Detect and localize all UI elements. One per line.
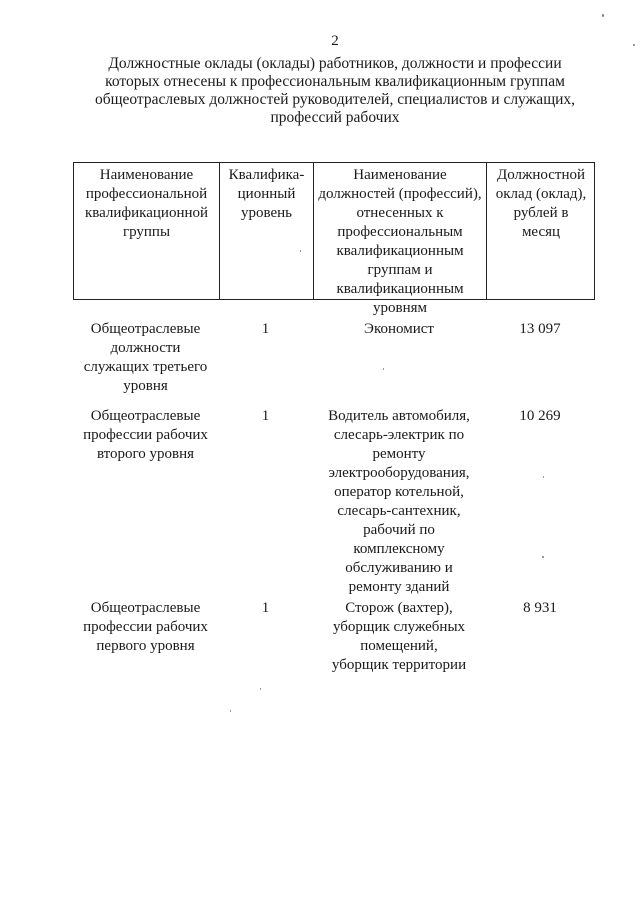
- title-line: общеотраслевых должностей руководителей, специалистов и служащих,: [94, 91, 576, 108]
- cell-text: Экономист: [364, 321, 434, 337]
- cell-text: служащих третьего: [83, 359, 208, 375]
- scan-speck: [383, 368, 384, 370]
- salary: [486, 599, 594, 618]
- cell-text: 13 097: [519, 321, 561, 337]
- positions: [313, 407, 485, 597]
- title-line: которых отнесены к профессиональным квалификационным группам: [105, 73, 565, 90]
- cell-text: ремонту: [372, 446, 426, 462]
- table-header: [73, 162, 595, 316]
- header-text: квалификационным: [336, 243, 464, 259]
- qualification-level: [219, 320, 312, 339]
- cell-text: уборщик служебных: [332, 619, 466, 635]
- header-cell-level: [220, 163, 313, 299]
- cell-text: Общеотраслевые: [90, 600, 201, 616]
- cell-text: 1: [261, 600, 270, 616]
- cell-text: профессии рабочих: [83, 427, 208, 443]
- header-text: профессиональной: [85, 186, 208, 202]
- cell-text: помещений,: [360, 638, 438, 654]
- cell-text: Общеотраслевые: [90, 408, 201, 424]
- cell-text: 1: [261, 321, 270, 337]
- header-text: уровень: [240, 205, 293, 221]
- header-text: квалификационной: [84, 205, 209, 221]
- cell-text: Водитель автомобиля,: [328, 408, 470, 424]
- header-text: профессиональным: [337, 224, 463, 240]
- cell-text: первого уровня: [96, 638, 195, 654]
- header-cell-salary: [487, 163, 595, 299]
- salary: [486, 407, 594, 426]
- cell-text: уборщик территории: [331, 657, 467, 673]
- cell-text: слесарь-сантехник,: [337, 503, 461, 519]
- group-name: [73, 407, 218, 464]
- header-text: отнесенных к: [356, 205, 444, 221]
- cell-text: профессии рабочих: [83, 619, 208, 635]
- qualification-level: [219, 407, 312, 426]
- scan-speck: [602, 14, 604, 17]
- cell-text: слесарь-электрик по: [333, 427, 465, 443]
- cell-text: обслуживанию и: [345, 560, 453, 576]
- header-text: уровням: [372, 300, 427, 316]
- cell-text: 8 931: [523, 600, 557, 616]
- qualification-level: [219, 599, 312, 618]
- group-name: [73, 599, 218, 656]
- scan-speck: [542, 556, 544, 558]
- salary: [486, 320, 594, 339]
- positions: [313, 320, 485, 339]
- group-name: [73, 320, 218, 396]
- cell-text: уровня: [123, 378, 168, 394]
- cell-text: второго уровня: [96, 446, 195, 462]
- header-text: оклад (оклад),: [495, 186, 587, 202]
- header-text: группам и: [367, 262, 433, 278]
- page-number: 2: [331, 33, 339, 49]
- scan-speck: [230, 710, 231, 712]
- document-title: [80, 55, 590, 127]
- header-text: рублей в: [513, 205, 569, 221]
- header-text: квалификационным: [336, 281, 464, 297]
- title-line: профессий рабочих: [270, 109, 400, 126]
- header-text: группы: [122, 224, 171, 240]
- header-text: Наименование: [99, 167, 194, 183]
- positions: [313, 599, 485, 675]
- header-text: месяц: [521, 224, 561, 240]
- cell-text: оператор котельной,: [334, 484, 464, 500]
- header-cell-positions: [314, 163, 486, 316]
- cell-text: ремонту зданий: [348, 579, 450, 595]
- cell-text: Сторож (вахтер),: [345, 600, 453, 616]
- header-text: ционный: [237, 186, 296, 202]
- cell-text: должности: [110, 340, 181, 356]
- scan-speck: [260, 688, 261, 690]
- title-line: Должностные оклады (оклады) работников, должности и профессии: [108, 55, 562, 72]
- header-text: Наименование: [353, 167, 447, 183]
- header-text: Квалифика-: [228, 167, 305, 183]
- cell-text: Общеотраслевые: [90, 321, 201, 337]
- scan-speck: [300, 250, 301, 252]
- cell-text: комплексному: [353, 541, 445, 557]
- cell-text: 1: [261, 408, 270, 424]
- scan-speck: [633, 44, 635, 46]
- header-text: Должностной: [496, 167, 586, 183]
- scan-speck: [543, 476, 544, 478]
- header-text: должностей (профессий),: [318, 186, 482, 202]
- header-cell-group: [74, 163, 219, 299]
- cell-text: 10 269: [519, 408, 561, 424]
- cell-text: рабочий по: [363, 522, 435, 538]
- cell-text: электрооборудования,: [328, 465, 470, 481]
